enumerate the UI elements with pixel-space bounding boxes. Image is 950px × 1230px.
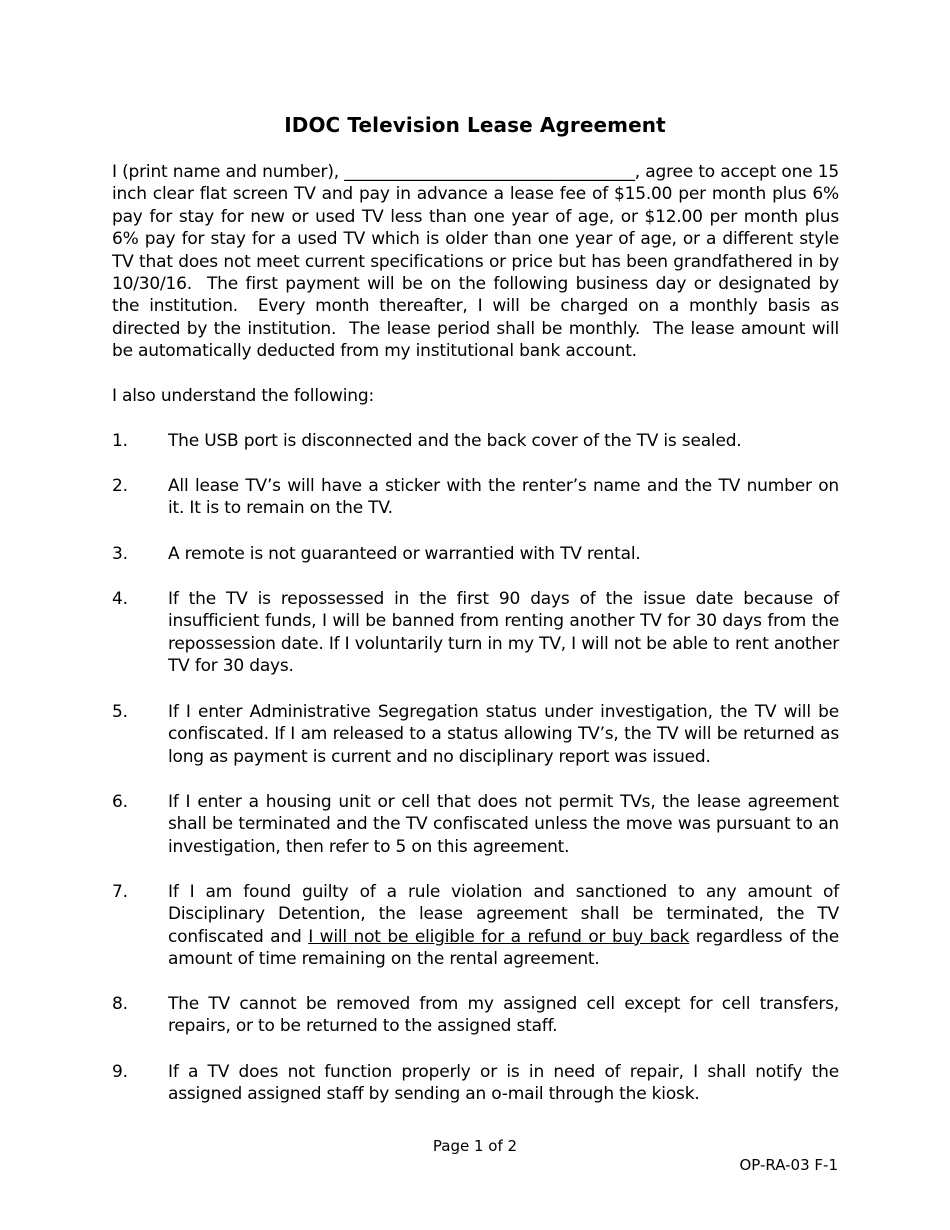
item-text: If the TV is repossessed in the first 90 days of the issue date because of insufficient funds, I will be banned from renting another TV for 30 days from the repossession date. If I voluntarily turn in my TV, I will not be able to rent another TV for 30 days. — [168, 589, 839, 677]
item-text: All lease TV’s will have a sticker with the renter’s name and the TV number on it. It is to remain on the TV. — [168, 476, 839, 519]
item-number: 8. — [112, 994, 128, 1014]
item-number: 3. — [112, 544, 128, 564]
list-item — [112, 881, 839, 971]
list-item — [112, 701, 839, 768]
item-text: The USB port is disconnected and the back cover of the TV is sealed. — [168, 431, 742, 451]
list-item — [112, 430, 839, 452]
item-text: If a TV does not function properly or is in need of repair, I shall notify the assigned assigned staff by sending an o-mail through the kiosk. — [168, 1062, 839, 1105]
item-number: 4. — [112, 589, 128, 609]
item-text-after: regardless of the amount of time remaining on the rental agreement. — [168, 926, 839, 970]
item-number: 2. — [112, 476, 128, 496]
item-text-before: If I am found guilty of a rule violation and sanctioned to any amount of Disciplinary Detention, the lease agreement shall be terminated, the TV confiscated and — [168, 882, 839, 947]
list-item — [112, 588, 839, 678]
list-item — [112, 791, 839, 858]
item-text — [168, 881, 839, 971]
list-item — [112, 475, 839, 520]
list-item — [112, 1061, 839, 1106]
item-number: 5. — [112, 702, 128, 722]
intro-rest: , agree to accept one 15 inch clear flat screen TV and pay in advance a lease fee of $15.00 per month plus 6% pay for stay for new or used TV less than one year of age, or $12.00 per month plus 6% pay for stay for a used TV which is older than one year of age, or a different style TV that does not meet current specifications or price but has been grandfathered in by 10/30/16. The first payment will be on the following business day or designated by the institution. Every month thereafter, I will be charged on a monthly basis as directed by the institution. The lease period shall be monthly. The lease amount will be automatically deducted from my institutional bank account. — [112, 162, 845, 362]
item-text: A remote is not guaranteed or warrantied with TV rental. — [168, 544, 641, 564]
item-text: If I enter Administrative Segregation status under investigation, the TV will be confiscated. If I am released to a status allowing TV’s, the TV will be returned as long as payment is current and no disciplinary report was issued. — [168, 702, 839, 767]
name-number-blank: ___________________________________ — [344, 162, 635, 182]
item-number: 9. — [112, 1062, 128, 1082]
item-number: 7. — [112, 882, 128, 902]
item-number: 1. — [112, 431, 128, 451]
item-text: If I enter a housing unit or cell that does not permit TVs, the lease agreement shall be terminated and the TV confiscated unless the move was pursuant to an investigation, then refer to 5 on this agreement. — [168, 792, 839, 857]
page-number: Page 1 of 2 — [432, 1137, 518, 1155]
intro-paragraph — [112, 161, 845, 363]
list-item — [112, 543, 839, 565]
intro-lead: I (print name and number), — [112, 162, 345, 182]
list-item — [112, 993, 839, 1038]
item-number: 6. — [112, 792, 128, 812]
document-title: IDOC Television Lease Agreement — [284, 113, 666, 137]
form-id: OP-RA-03 F-1 — [739, 1156, 838, 1174]
item-text: The TV cannot be removed from my assigned cell except for cell transfers, repairs, or to be returned to the assigned staff. — [168, 994, 839, 1037]
also-understand-heading: I also understand the following: — [112, 386, 374, 406]
item-text-underlined: I will not be eligible for a refund or buy back — [308, 926, 690, 947]
